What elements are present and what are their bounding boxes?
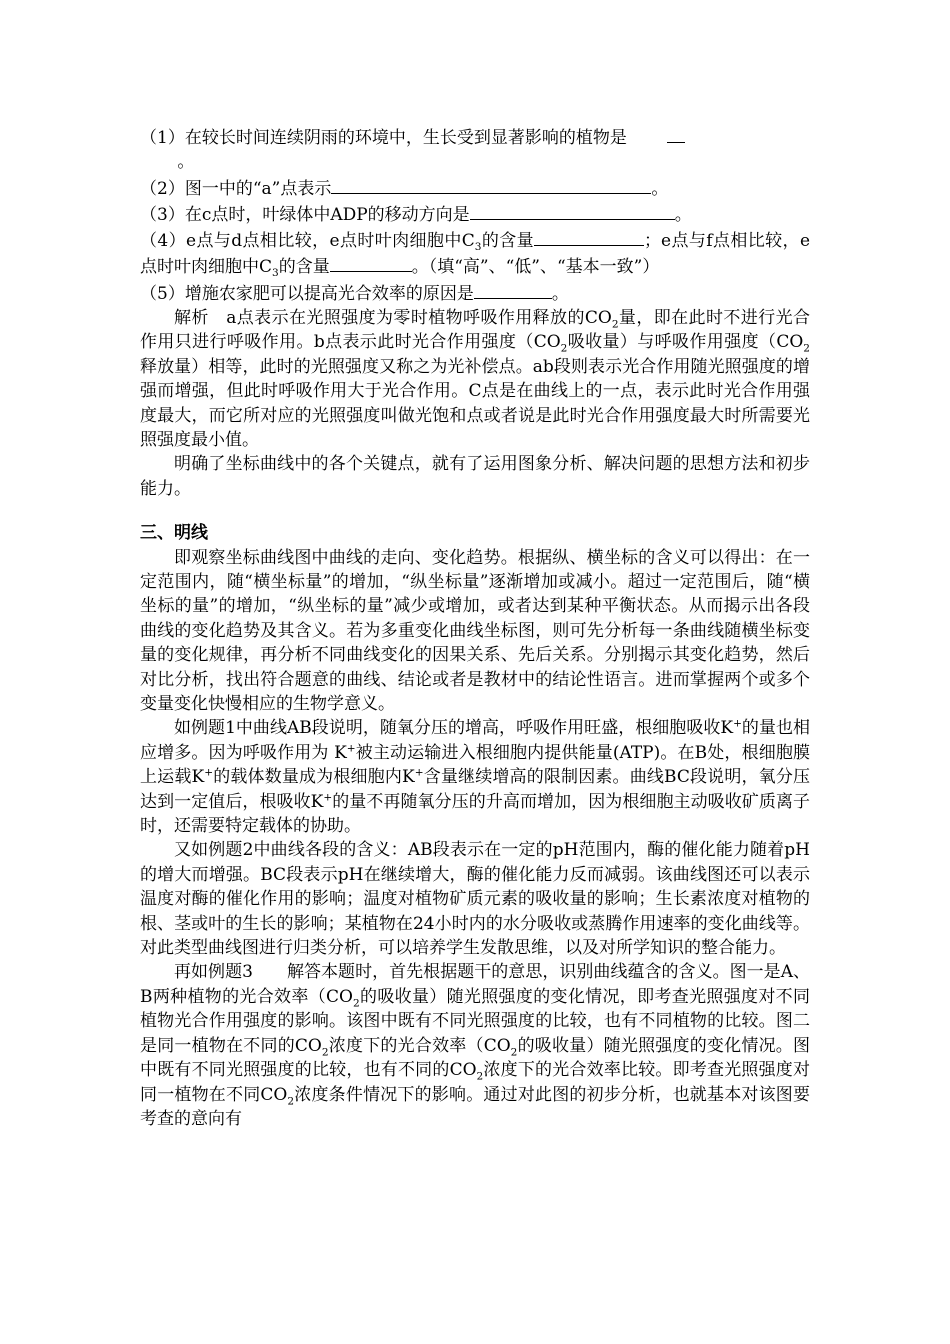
question-5-text: （5）增施农家肥可以提高光合效率的原因是 [140,283,474,304]
question-4-sub2: 3 [272,267,279,280]
para4-sub-2: 2 [321,1046,329,1059]
analysis-text-1: 解析 a点表示在光照强度为零时植物呼吸作用释放的CO [174,307,612,328]
analysis-sub-1: 2 [611,318,619,331]
analysis-sub-2: 2 [560,342,568,355]
question-1-text: （1）在较长时间连续阴雨的环境中，生长受到显著影响的植物是 [140,127,627,148]
para2-text-2: 的量也相应增多。因为呼吸作用为 K [140,718,810,763]
para4-text-4: 的吸收量）随光照强度的变化情况。图中既有不同光照强度的比较，也有不同的CO [140,1035,811,1081]
question-4-tail: 。（填“高”、“低”、“基本一致”） [411,257,660,278]
answer-blank-1[interactable] [667,124,685,143]
answer-blank-3[interactable] [470,201,675,220]
para4-sub-4: 2 [476,1070,484,1083]
conclusion-paragraph: 明确了坐标曲线中的各个关键点，就有了运用图象分析、解决问题的思想方法和初步能力。 [140,454,810,499]
section-paragraph-2 [140,716,810,838]
answer-blank-4b[interactable] [330,253,412,272]
question-4 [140,227,810,280]
question-4-sub1: 3 [474,241,482,254]
question-5-tail: 。 [551,283,569,304]
section-spacer [140,501,810,521]
answer-blank-5[interactable] [474,280,552,299]
question-2-text: （2）图一中的“a”点表示 [140,178,332,199]
question-5 [140,280,810,306]
para2-text-3: 被主动运输进入根细胞内提供能量(ATP)。在B处，根细胞膜上运载K [140,742,810,788]
para4-text-1: 再如例题3 解答本题时，首先根据题干的意思，识别曲线蕴含的含义。图一是A、B两种植物的光合效率（CO [140,962,810,1007]
question-3-tail: 。 [674,204,692,225]
section-paragraph-3: 又如例题2中曲线各段的含义：AB段表示在一定的pH范围内，酶的催化能力随着pH的增大而增强。BC段表示pH在继续增大，酶的催化能力反而减弱。该曲线图还可以表示温度对酶的催化作用的影响；温度对植物矿质元素的吸收量的影响；生长素浓度对植物的根、茎或叶的生长的影响；某植物在24小时内的水分吸收或蒸腾作用速率的变化曲线等。对此类型曲线图进行归类分析，可以培养学生发散思维，以及对所学知识的整合能力。 [140,840,810,959]
para4-sub-3: 2 [510,1046,518,1059]
question-2 [140,175,810,201]
question-4-part4: 的含量 [278,257,330,278]
para4-sub-5: 2 [287,1094,295,1107]
question-4-part1: （4）e点与d点相比较，e点时叶肉细胞中C [140,231,475,251]
analysis-text-3: 吸收量）与呼吸作用强度（CO [567,332,804,353]
question-4-part3: ；e点与f点相比较，e点时叶肉细胞中C [140,231,811,278]
section-heading: 三、明线 [140,523,208,544]
para2-sup-2: + [346,742,356,755]
section-paragraph-1: 即观察坐标曲线图中曲线的走向、变化趋势。根据纵、横坐标的含义可以得出：在一定范围内，随“横坐标量”的增加，“纵坐标量”逐渐增加或减小。超过一定范围后，随“横坐标的量”的增加，“纵坐标的量”减少或增加，或者达到某种平衡状态。从而揭示出各段曲线的变化趋势及其含义。若为多重变化曲线坐标图，则可先分析每一条曲线随横坐标变量的变化规律，再分析不同曲线变化的因果关系、先后关系。分别揭示其变化趋势，然后对比分析，找出符合题意的曲线、结论或者是教材中的结论性语言。进而掌握两个或多个变量变化快慢相应的生物学意义。 [140,547,810,714]
para2-text-5: 含量继续增高的限制因素。曲线BC段说明，氧分压达到一定值后，根吸收K [140,767,810,812]
para2-sup-4: + [414,766,424,779]
document-page [140,124,810,1131]
answer-blank-2[interactable] [331,175,651,194]
para2-sup-3: + [204,766,214,779]
para2-text-6: 的量不再随氧分压的升高而增加，因为根细胞主动吸收矿质离子时，还需要特定载体的协助。 [140,791,811,837]
question-3 [140,201,810,227]
answer-blank-4a[interactable] [534,227,644,246]
para4-text-3: 浓度下的光合效率（CO [328,1035,511,1056]
question-3-text: （3）在c点时，叶绿体中ADP的移动方向是 [140,204,470,225]
analysis-text-2: 量，即在此时不进行光合作用只进行呼吸作用。b点表示此时光合作用强度（CO [140,307,810,353]
question-4-part2: 的含量 [481,231,535,251]
analysis-paragraph [140,306,810,452]
question-1 [140,124,810,175]
para2-text-1: 如例题1中曲线AB段说明，随氧分压的增高，呼吸作用旺盛，根细胞吸收K [174,718,734,739]
analysis-text-4: 释放量）相等，此时的光照强度又称之为光补偿点。ab段则表示光合作用随光照强度的增强而增强，但此时呼吸作用大于光合作用。C点是在曲线上的一点，表示此时光合作用强度最大，而它所对应的光照强度叫做光饱和点或者说是此时光合作用强度最大时所需要光照强度最小值。 [140,356,810,450]
para4-text-2: 的吸收量）随光照强度的变化情况，即考查光照强度对不同植物光合作用强度的影响。该图中既有不同光照强度的比较，也有不同植物的比较。图二是同一植物在不同的CO [140,986,811,1056]
question-1-tail: 。 [177,152,195,173]
question-2-tail: 。 [651,178,669,199]
section-paragraph-4 [140,960,810,1131]
para2-sup-1: + [733,717,742,730]
para2-sup-5: + [323,790,333,803]
para4-sub-1: 2 [352,997,360,1010]
para4-text-5: 浓度下的光合效率比较。即考查光照强度对同一植物在不同CO [140,1060,811,1105]
para4-text-6: 浓度条件情况下的影响。通过对此图的初步分析，也就基本对该图要考查的意向有 [140,1084,810,1129]
analysis-sub-3: 2 [803,342,810,355]
para2-text-4: 的载体数量成为根细胞内K [213,767,415,788]
